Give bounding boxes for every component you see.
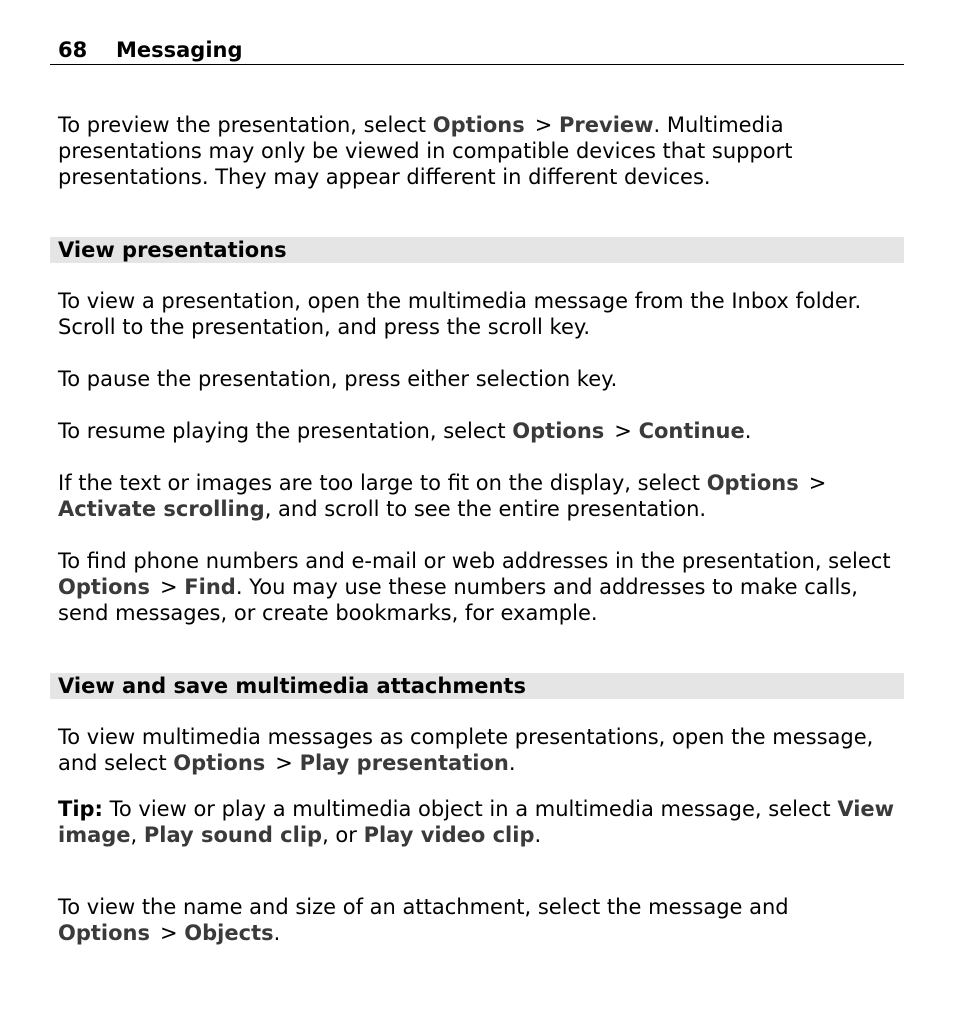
menu-separator: > — [160, 575, 178, 599]
objects-menu-ref: Objects — [184, 921, 274, 945]
section-heading-save-attachments: View and save multimedia attachments — [50, 673, 904, 699]
page-number: 68 — [58, 38, 88, 62]
menu-separator: > — [160, 921, 178, 945]
play-presentation-menu-ref: Play presentation — [299, 751, 509, 775]
paragraph-preview — [58, 112, 904, 190]
text: To find phone numbers and e-mail or web addresses in the presentation, select — [58, 549, 891, 573]
view-image-menu-ref: View image — [58, 797, 895, 847]
text: . You may use these numbers and addresses to make calls, send messages, or create bookmarks, for example. — [58, 575, 858, 625]
text: . — [273, 921, 281, 945]
text: To view the name and size of an attachment, select the message and — [58, 895, 789, 919]
text: To resume playing the presentation, select — [58, 419, 513, 443]
options-menu-ref: Options — [58, 575, 150, 599]
text: . Multimedia presentations may only be viewed in compatible devices that support presentations. They may appear different in different devices. — [58, 113, 793, 189]
text: , — [130, 823, 144, 847]
text: . — [744, 419, 752, 443]
play-video-clip-menu-ref: Play video clip — [363, 823, 535, 847]
find-menu-ref: Find — [184, 575, 236, 599]
chapter-title: Messaging — [116, 38, 243, 62]
paragraph-scrolling — [58, 470, 904, 522]
paragraph-open: To view a presentation, open the multimedia message from the Inbox folder. Scroll to the presentation, and press the scroll key. — [58, 289, 862, 339]
paragraph-tip — [58, 796, 904, 848]
text: . — [534, 823, 542, 847]
menu-separator: > — [275, 751, 293, 775]
paragraph-complete-presentation — [58, 724, 904, 776]
paragraph-objects — [58, 894, 904, 946]
paragraph-find — [58, 548, 904, 626]
text: To view multimedia messages as complete presentations, open the message, and select — [58, 725, 874, 775]
paragraph-resume — [58, 418, 904, 444]
paragraph-pause: To pause the presentation, press either selection key. — [58, 367, 618, 391]
page-header — [50, 36, 904, 65]
menu-separator: > — [614, 419, 632, 443]
text: If the text or images are too large to fit on the display, select — [58, 471, 707, 495]
options-menu-ref: Options — [58, 921, 150, 945]
text: , and scroll to see the entire presentation. — [264, 497, 707, 521]
section-heading-view-presentations: View presentations — [50, 237, 904, 263]
options-menu-ref: Options — [512, 419, 605, 443]
preview-menu-ref: Preview — [559, 113, 654, 137]
options-menu-ref: Options — [706, 471, 799, 495]
continue-menu-ref: Continue — [638, 419, 745, 443]
play-sound-clip-menu-ref: Play sound clip — [143, 823, 323, 847]
text: , or — [322, 823, 364, 847]
text: To preview the presentation, select — [58, 113, 433, 137]
menu-separator: > — [534, 113, 553, 137]
activate-scrolling-menu-ref: Activate scrolling — [58, 497, 265, 521]
options-menu-ref: Options — [432, 113, 525, 137]
tip-label: Tip: — [58, 797, 103, 821]
menu-separator: > — [808, 471, 827, 495]
text: To view or play a multimedia object in a multimedia message, select — [102, 797, 838, 821]
text: . — [508, 751, 516, 775]
options-menu-ref: Options — [173, 751, 266, 775]
